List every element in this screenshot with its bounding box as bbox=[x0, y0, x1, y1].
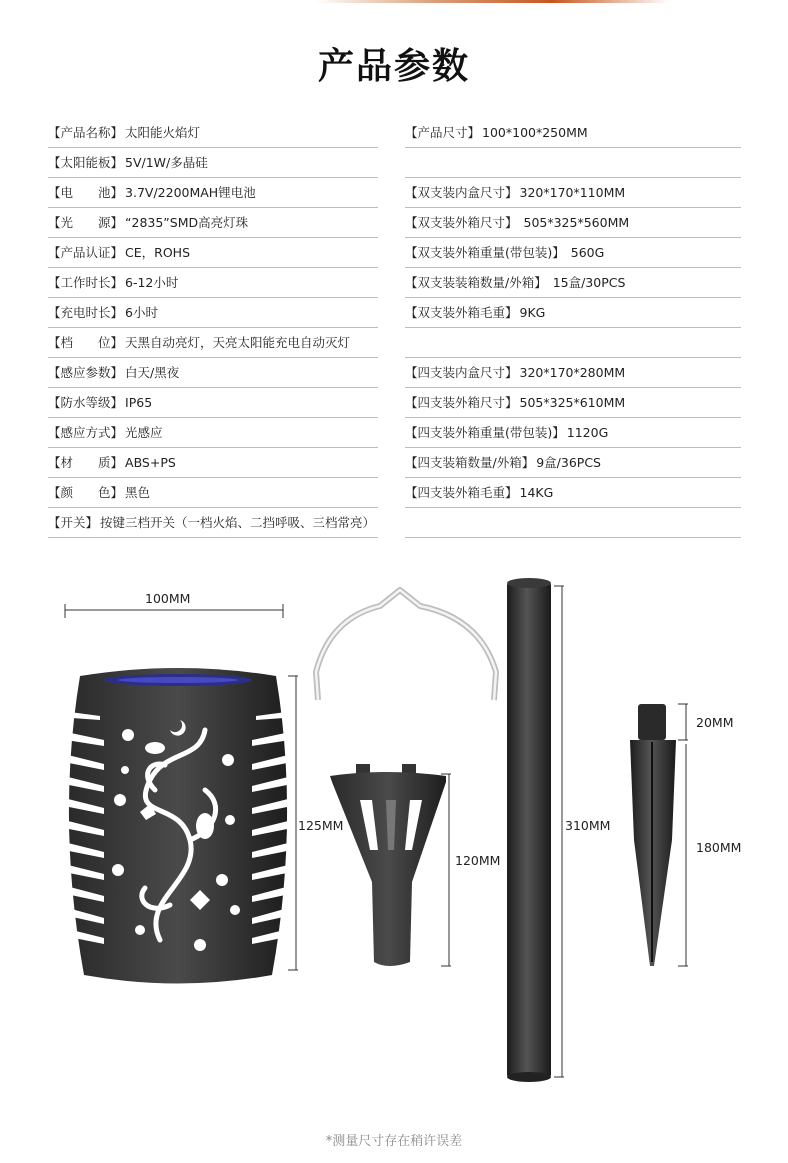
spec-label: 【四支装外箱毛重】 bbox=[405, 485, 518, 500]
pole-illustration bbox=[507, 578, 551, 1082]
ground-spike-illustration bbox=[630, 704, 676, 966]
spec-value: 太阳能火焰灯 bbox=[125, 125, 201, 140]
spike-dimension-lines bbox=[678, 704, 688, 966]
spec-value: 9KG bbox=[519, 305, 546, 320]
spec-value: CE，ROHS bbox=[125, 245, 190, 260]
spec-value: 5V/1W/多晶硅 bbox=[125, 155, 208, 170]
spec-value: 3.7V/2200MAH锂电池 bbox=[125, 185, 256, 200]
spec-label: 【开关】 bbox=[48, 515, 99, 530]
spec-value: 6小时 bbox=[125, 305, 158, 320]
spec-label: 【电 池】 bbox=[48, 185, 124, 200]
spec-label: 【充电时长】 bbox=[48, 305, 124, 320]
spec-value: 按键三档开关（一档火焰、二挡呼吸、三档常亮） bbox=[100, 515, 376, 530]
spec-value: 320*170*280MM bbox=[519, 365, 626, 380]
cup-height-dimension-line bbox=[441, 774, 451, 966]
spike-height-label: 180MM bbox=[696, 840, 742, 855]
spec-label: 【四支装外箱重量(带包装)】 bbox=[405, 425, 565, 440]
lamp-head-illustration bbox=[64, 668, 292, 984]
spec-value: 320*170*110MM bbox=[519, 185, 626, 200]
spec-value: 黑色 bbox=[125, 485, 151, 500]
spec-label: 【四支装外箱尺寸】 bbox=[405, 395, 518, 410]
spec-value: 14KG bbox=[519, 485, 554, 500]
spec-label: 【双支装装箱数量/外箱】 bbox=[405, 275, 547, 290]
spec-label: 【四支装内盒尺寸】 bbox=[405, 365, 518, 380]
lamp-height-label: 125MM bbox=[298, 818, 344, 833]
spec-value: 560G bbox=[566, 245, 605, 260]
spec-label: 【防水等级】 bbox=[48, 395, 124, 410]
width-dimension-label: 100MM bbox=[145, 591, 191, 606]
spec-label: 【产品名称】 bbox=[48, 125, 124, 140]
spec-label: 【感应参数】 bbox=[48, 365, 124, 380]
hanging-hook-illustration bbox=[316, 590, 496, 700]
spike-top-label: 20MM bbox=[696, 715, 734, 730]
spec-label: 【双支装外箱尺寸】 bbox=[405, 215, 518, 230]
spec-label: 【产品认证】 bbox=[48, 245, 124, 260]
spec-value: 6-12小时 bbox=[125, 275, 179, 290]
mounting-cup-illustration bbox=[330, 764, 446, 966]
page-title: 产品参数 bbox=[317, 46, 470, 87]
spec-value: 505*325*610MM bbox=[519, 395, 626, 410]
spec-value: 100*100*250MM bbox=[482, 125, 588, 140]
spec-label: 【颜 色】 bbox=[48, 485, 124, 500]
spec-label: 【档 位】 bbox=[48, 335, 124, 350]
spec-label: 【工作时长】 bbox=[48, 275, 124, 290]
spec-value: 光感应 bbox=[125, 425, 163, 440]
spec-value: 15盒/30PCS bbox=[548, 275, 626, 290]
spec-label: 【四支装箱数量/外箱】 bbox=[405, 455, 535, 470]
pole-height-dimension-line bbox=[554, 586, 564, 1077]
spec-label: 【双支装外箱重量(带包装)】 bbox=[405, 245, 565, 260]
spec-label: 【感应方式】 bbox=[48, 425, 124, 440]
spec-label: 【双支装外箱毛重】 bbox=[405, 305, 518, 320]
spec-label: 【太阳能板】 bbox=[48, 155, 124, 170]
measurement-footnote: *测量尺寸存在稍许误差 bbox=[325, 1134, 463, 1149]
spec-value: “2835”SMD高亮灯珠 bbox=[125, 215, 249, 230]
spec-value: 1120G bbox=[566, 425, 609, 440]
spec-label: 【产品尺寸】 bbox=[405, 125, 481, 140]
spec-label: 【双支装内盒尺寸】 bbox=[405, 185, 518, 200]
width-dimension-line bbox=[65, 604, 283, 618]
spec-value: IP65 bbox=[125, 395, 153, 410]
spec-label: 【材 质】 bbox=[48, 455, 124, 470]
spec-value: 白天/黑夜 bbox=[125, 365, 180, 380]
spec-value: ABS+PS bbox=[125, 455, 176, 470]
spec-value: 505*325*560MM bbox=[519, 215, 630, 230]
spec-value: 9盒/36PCS bbox=[536, 455, 601, 470]
cup-height-label: 120MM bbox=[455, 853, 501, 868]
spec-label: 【光 源】 bbox=[48, 215, 124, 230]
spec-value: 天黑自动亮灯，天亮太阳能充电自动灭灯 bbox=[125, 335, 351, 350]
pole-height-label: 310MM bbox=[565, 818, 611, 833]
